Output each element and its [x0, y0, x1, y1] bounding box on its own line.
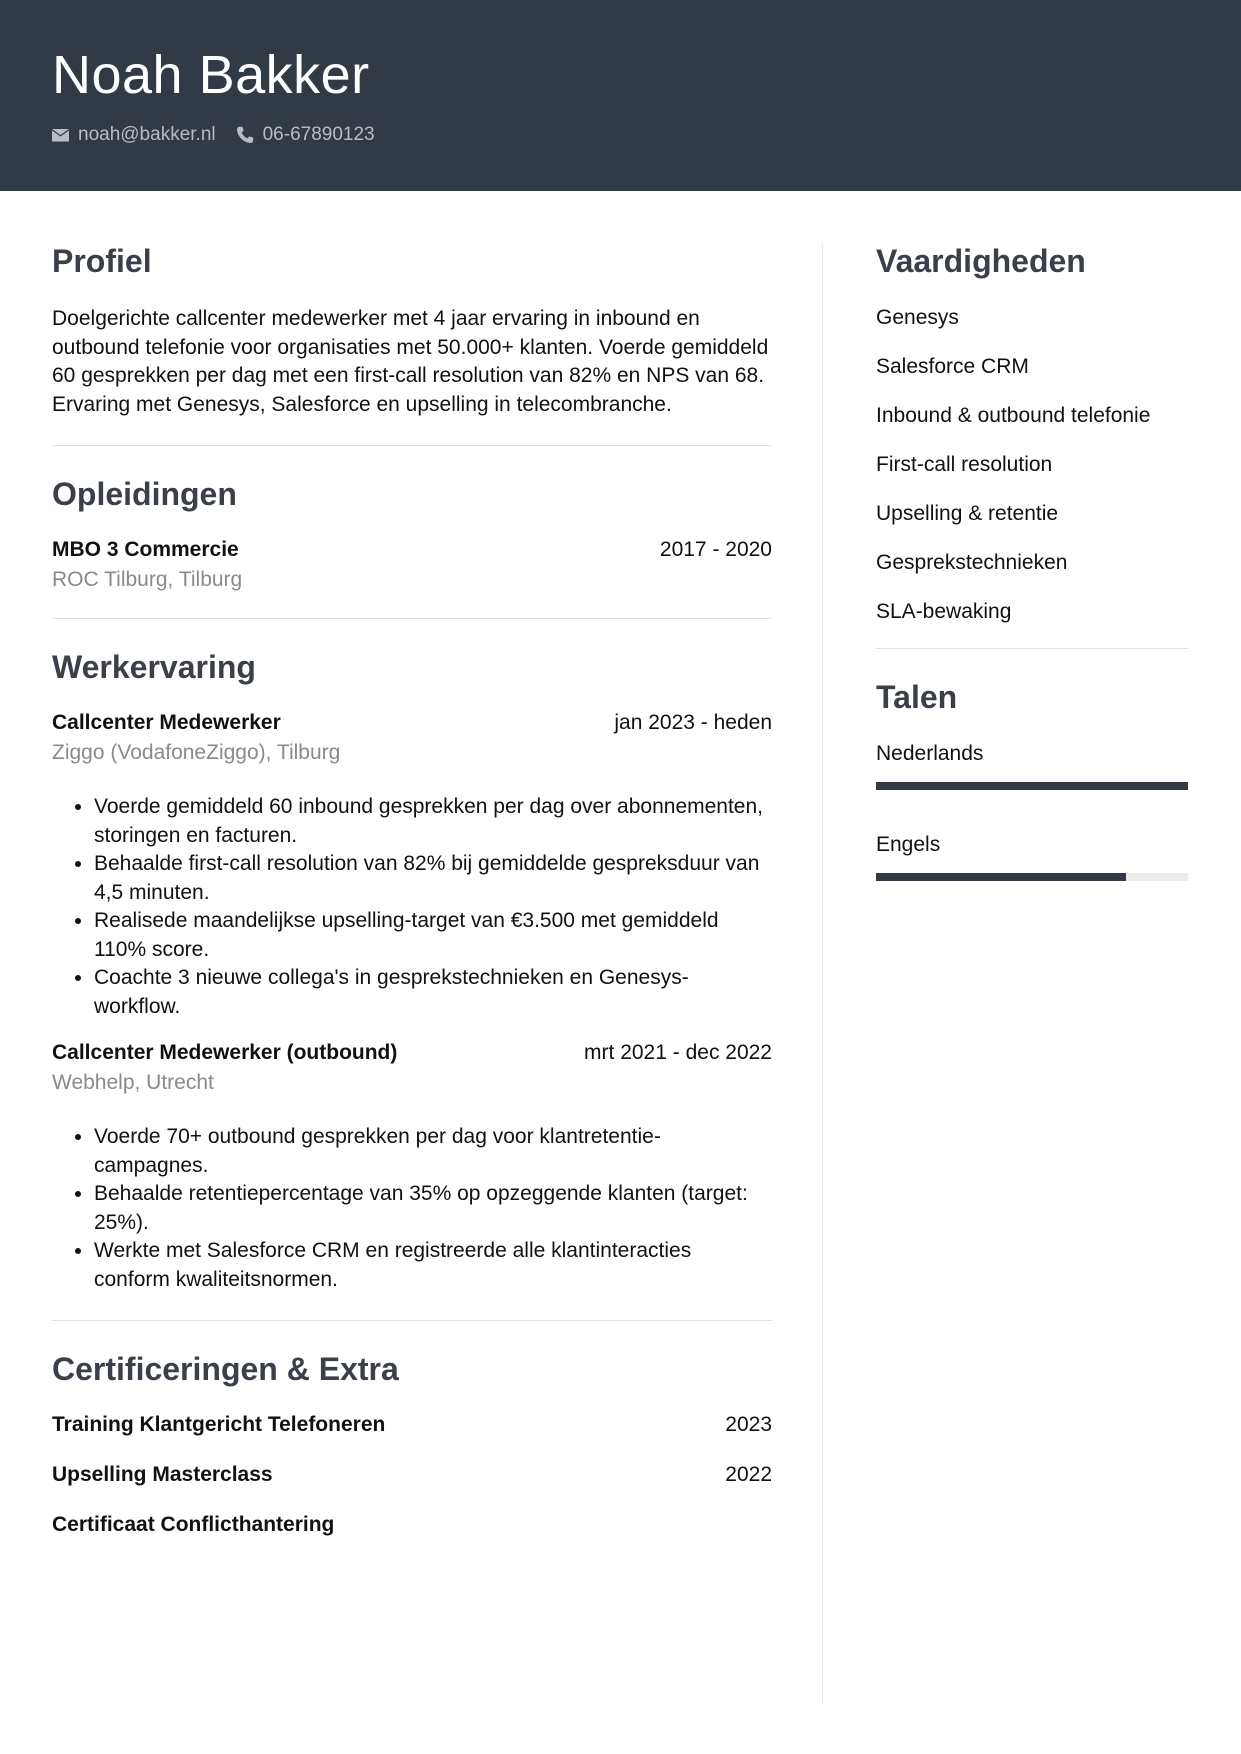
language-entry: [876, 832, 1188, 881]
certifications-title: Certificeringen & Extra: [52, 1351, 399, 1387]
bullet-item: • Coachte 3 nieuwe collega's in gesprekstechnieken en Genesys-workflow.: [94, 964, 772, 1021]
section-divider: [52, 1320, 772, 1321]
sidebar-column: [876, 241, 1188, 923]
education-section: [52, 474, 772, 592]
bullet-item: • Behaalde retentiepercentage van 35% op opzeggende klanten (target: 25%).: [94, 1180, 772, 1237]
certification-name: Training Klantgericht Telefoneren: [52, 1413, 386, 1436]
email-contact[interactable]: [52, 124, 216, 146]
bullet-item: • Werkte met Salesforce CRM en registreerde alle klantinteracties conform kwaliteitsnormen.: [94, 1237, 772, 1294]
certification-year: 2022: [725, 1463, 772, 1486]
certification-name: Upselling Masterclass: [52, 1463, 273, 1486]
skill-item: SLA-bewaking: [876, 600, 1012, 623]
contact-info: [52, 124, 395, 146]
profile-title: Profiel: [52, 243, 152, 279]
skill-item: First-call resolution: [876, 453, 1053, 476]
experience-title: Werkervaring: [52, 649, 256, 685]
experience-section: [52, 647, 772, 1294]
education-title: Opleidingen: [52, 476, 237, 512]
language-entry: [876, 741, 1188, 790]
phone-icon: [236, 126, 254, 144]
skill-item: Salesforce CRM: [876, 355, 1029, 378]
job-company: Webhelp, Utrecht: [52, 1071, 214, 1094]
skills-title: Vaardigheden: [876, 243, 1086, 279]
column-divider: [822, 243, 823, 1703]
section-divider: [52, 445, 772, 446]
experience-entry: [52, 711, 772, 1021]
job-title: Callcenter Medewerker (outbound): [52, 1041, 398, 1064]
job-bullets: [52, 1123, 772, 1294]
resume-header: [0, 0, 1241, 191]
certification-year: 2023: [725, 1413, 772, 1436]
skill-item: Upselling & retentie: [876, 502, 1059, 525]
language-level-bar: [876, 873, 1188, 881]
education-entry: [52, 538, 772, 592]
education-school: ROC Tilburg, Tilburg: [52, 568, 243, 591]
profile-section: [52, 241, 772, 419]
section-divider: [52, 618, 772, 619]
phone-text: 06-67890123: [262, 124, 375, 145]
skill-item: Inbound & outbound telefonie: [876, 404, 1151, 427]
bullet-item: • Voerde 70+ outbound gesprekken per dag voor klantretentie-campagnes.: [94, 1123, 772, 1180]
certification-entry: [52, 1513, 772, 1537]
skills-section: [876, 241, 1188, 624]
bullet-item: • Realisede maandelijkse upselling-target van €3.500 met gemiddeld 110% score.: [94, 907, 772, 964]
phone-contact[interactable]: [236, 124, 375, 146]
main-column: [52, 241, 772, 1563]
language-level-bar: [876, 782, 1188, 790]
section-divider: [876, 648, 1188, 649]
bullet-item: • Voerde gemiddeld 60 inbound gesprekken per dag over abonnementen, storingen en facturen.: [94, 793, 772, 850]
email-text: noah@bakker.nl: [78, 124, 216, 145]
certifications-section: [52, 1349, 772, 1537]
certification-name: Certificaat Conflicthantering: [52, 1513, 335, 1536]
certification-entry: [52, 1413, 772, 1437]
language-name: Engels: [876, 833, 941, 856]
education-dates: 2017 - 2020: [659, 538, 772, 561]
education-degree: MBO 3 Commercie: [52, 538, 239, 561]
language-name: Nederlands: [876, 742, 984, 765]
profile-text: Doelgerichte callcenter medewerker met 4 jaar ervaring in inbound en outbound telefonie voor organisaties met 50.000+ klanten. Voerde gemiddeld 60 gesprekken per dag met een first-call resolution van 82% en NPS van 68. Ervaring met Genesys, Salesforce en upselling in telecombranche.: [52, 307, 769, 416]
job-company: Ziggo (VodafoneZiggo), Tilburg: [52, 741, 341, 764]
skill-item: Genesys: [876, 306, 959, 329]
languages-title: Talen: [876, 679, 958, 715]
candidate-name: Noah Bakker: [52, 45, 370, 105]
languages-section: [876, 677, 1188, 881]
job-dates: mrt 2021 - dec 2022: [584, 1041, 772, 1064]
job-dates: jan 2023 - heden: [614, 711, 772, 734]
job-title: Callcenter Medewerker: [52, 711, 281, 734]
skill-item: Gesprekstechnieken: [876, 551, 1068, 574]
bullet-item: • Behaalde first-call resolution van 82% bij gemiddelde gespreksduur van 4,5 minuten.: [94, 850, 772, 907]
job-bullets: [52, 793, 772, 1021]
envelope-icon: [52, 129, 69, 142]
language-level-fill: [876, 782, 1188, 790]
experience-entry: [52, 1041, 772, 1294]
language-level-fill: [876, 873, 1126, 881]
certification-entry: [52, 1463, 772, 1487]
